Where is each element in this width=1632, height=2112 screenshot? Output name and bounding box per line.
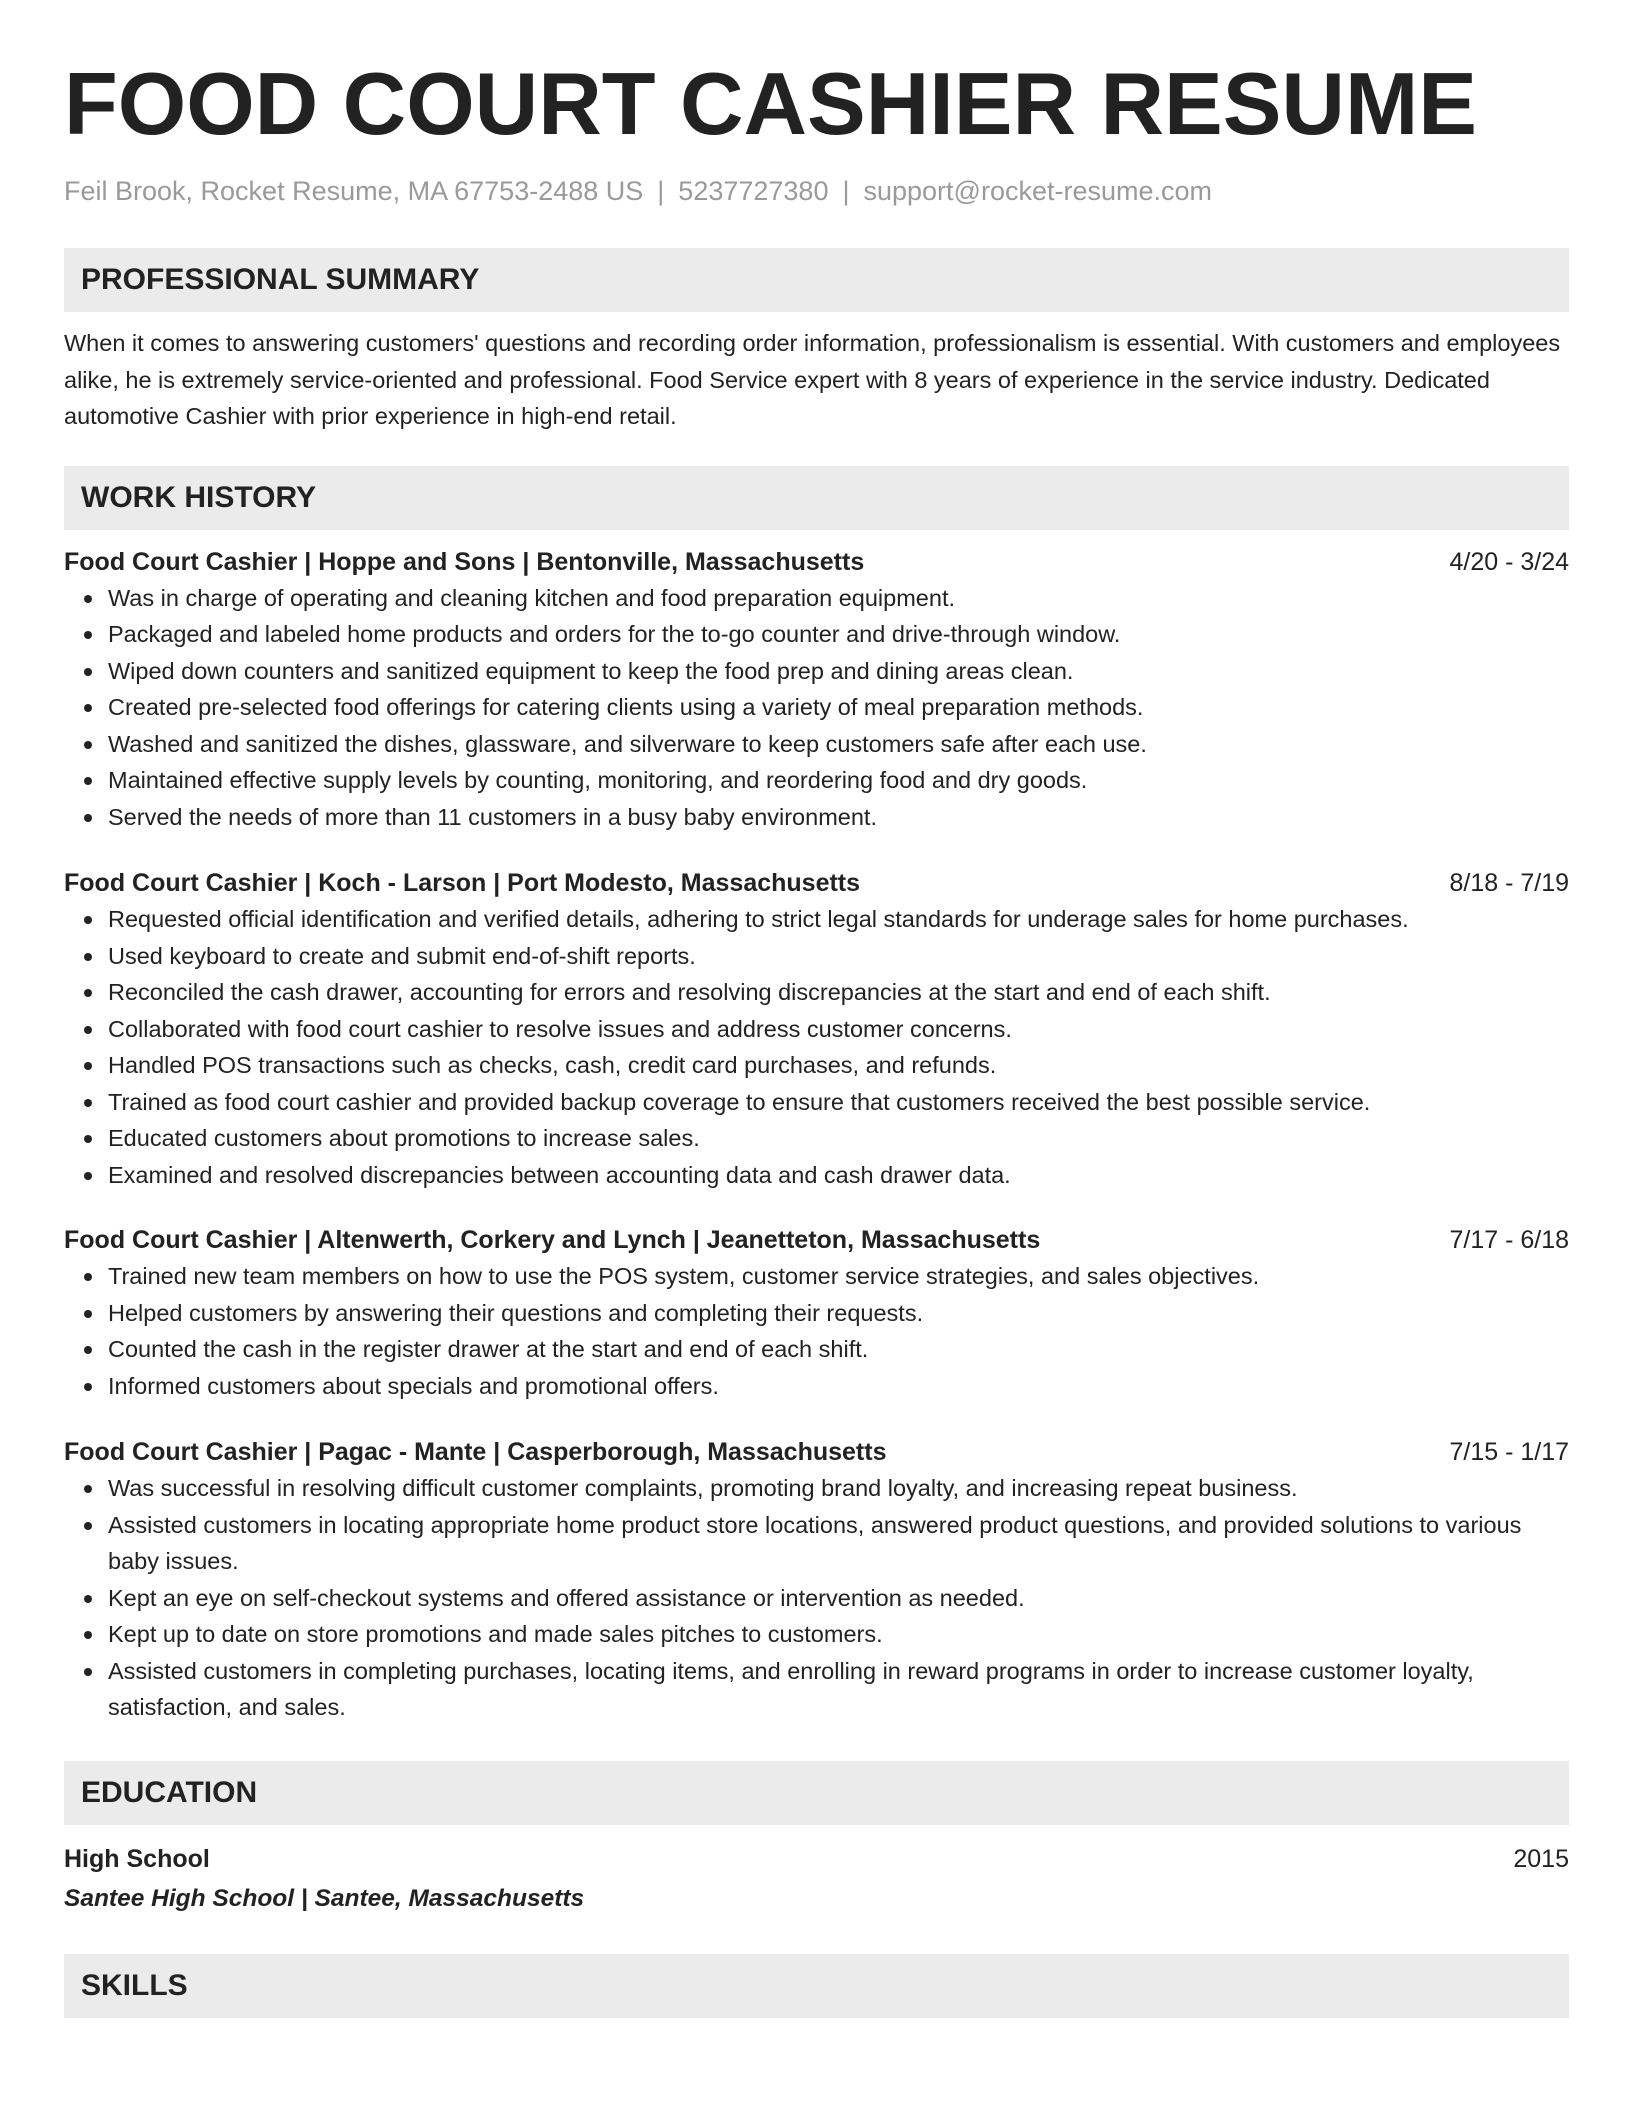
job-heading-row — [64, 544, 1569, 580]
job-bullet: Served the needs of more than 11 customers in a busy baby environment. — [108, 799, 1569, 836]
job-bullet: Used keyboard to create and submit end-of-shift reports. — [108, 938, 1569, 975]
job-bullet: Washed and sanitized the dishes, glassware, and silverware to keep customers safe after each use. — [108, 726, 1569, 763]
job-bullet: Educated customers about promotions to increase sales. — [108, 1120, 1569, 1157]
job-bullet: Handled POS transactions such as checks, cash, credit card purchases, and refunds. — [108, 1047, 1569, 1084]
job-bullet-list — [64, 1470, 1569, 1726]
contact-email: support@rocket-resume.com — [863, 176, 1213, 206]
job-title: Food Court Cashier | Altenwerth, Corkery and Lynch | Jeanetteton, Massachusetts — [64, 1226, 1041, 1254]
education-year: 2015 — [1513, 1844, 1569, 1873]
job-bullet: Maintained effective supply levels by counting, monitoring, and reordering food and dry goods. — [108, 762, 1569, 799]
job-bullet-list — [64, 1258, 1569, 1404]
job-bullet: Packaged and labeled home products and orders for the to-go counter and drive-through window. — [108, 616, 1569, 653]
job-bullet: Counted the cash in the register drawer at the start and end of each shift. — [108, 1331, 1569, 1368]
section-header-summary: PROFESSIONAL SUMMARY — [64, 248, 1569, 312]
job-bullet: Wiped down counters and sanitized equipment to keep the food prep and dining areas clean. — [108, 653, 1569, 690]
job-bullet-list — [64, 901, 1569, 1193]
education-row — [64, 1841, 1569, 1877]
job-dates: 7/15 - 1/17 — [1449, 1438, 1569, 1466]
job-heading-row — [64, 1222, 1569, 1258]
job-bullet: Kept up to date on store promotions and made sales pitches to customers. — [108, 1616, 1569, 1653]
job-bullet: Created pre-selected food offerings for catering clients using a variety of meal preparation methods. — [108, 689, 1569, 726]
education-school: Santee High School | Santee, Massachusetts — [64, 1884, 585, 1912]
job-bullet: Informed customers about specials and promotional offers. — [108, 1368, 1569, 1405]
resume-title: FOOD COURT CASHIER RESUME — [64, 54, 1477, 153]
job-bullet-list — [64, 580, 1569, 836]
job-bullet: Trained as food court cashier and provided backup coverage to ensure that customers received the best possible service. — [108, 1084, 1569, 1121]
job-bullet: Helped customers by answering their questions and completing their requests. — [108, 1295, 1569, 1332]
section-header-education: EDUCATION — [64, 1761, 1569, 1825]
summary-text: When it comes to answering customers' questions and recording order information, professionalism is essential. With customers and employees alike, he is extremely service-oriented and professional. Food Service expert with 8 years of experience in the service industry. Dedicated automotive Cashier with prior experience in high-end retail. — [64, 330, 1561, 429]
job-title: Food Court Cashier | Hoppe and Sons | Bentonville, Massachusetts — [64, 547, 865, 576]
job-title: Food Court Cashier | Koch - Larson | Port Modesto, Massachusetts — [64, 869, 861, 897]
contact-address: Feil Brook, Rocket Resume, MA 67753-2488 US — [64, 176, 644, 206]
contact-line — [64, 174, 1569, 208]
job-bullet: Trained new team members on how to use the POS system, customer service strategies, and sales objectives. — [108, 1258, 1569, 1295]
job-bullet: Reconciled the cash drawer, accounting for errors and resolving discrepancies at the start and end of each shift. — [108, 974, 1569, 1011]
job-bullet: Assisted customers in locating appropriate home product store locations, answered product questions, and provided solutions to various baby issues. — [108, 1507, 1569, 1580]
job-bullet: Assisted customers in completing purchases, locating items, and enrolling in reward programs in order to increase customer loyalty, satisfaction, and sales. — [108, 1653, 1569, 1726]
job-dates: 4/20 - 3/24 — [1449, 547, 1569, 576]
contact-phone: 5237727380 — [678, 176, 829, 206]
job-bullet: Examined and resolved discrepancies between accounting data and cash drawer data. — [108, 1157, 1569, 1194]
job-bullet: Kept an eye on self-checkout systems and offered assistance or intervention as needed. — [108, 1580, 1569, 1617]
job-title: Food Court Cashier | Pagac - Mante | Casperborough, Massachusetts — [64, 1438, 887, 1466]
job-bullet: Was successful in resolving difficult customer complaints, promoting brand loyalty, and increasing repeat business. — [108, 1470, 1569, 1507]
section-header-work-history: WORK HISTORY — [64, 466, 1569, 530]
job-dates: 7/17 - 6/18 — [1449, 1226, 1569, 1254]
job-bullet: Was in charge of operating and cleaning kitchen and food preparation equipment. — [108, 580, 1569, 617]
job-bullet: Requested official identification and verified details, adhering to strict legal standards for underage sales for home purchases. — [108, 901, 1569, 938]
job-dates: 8/18 - 7/19 — [1449, 869, 1569, 897]
education-degree: High School — [64, 1844, 210, 1873]
job-heading-row — [64, 865, 1569, 901]
job-heading-row — [64, 1434, 1569, 1470]
job-bullet: Collaborated with food court cashier to resolve issues and address customer concerns. — [108, 1011, 1569, 1048]
section-header-skills: SKILLS — [64, 1954, 1569, 2018]
contact-separator: | — [842, 176, 850, 206]
contact-separator: | — [657, 176, 665, 206]
